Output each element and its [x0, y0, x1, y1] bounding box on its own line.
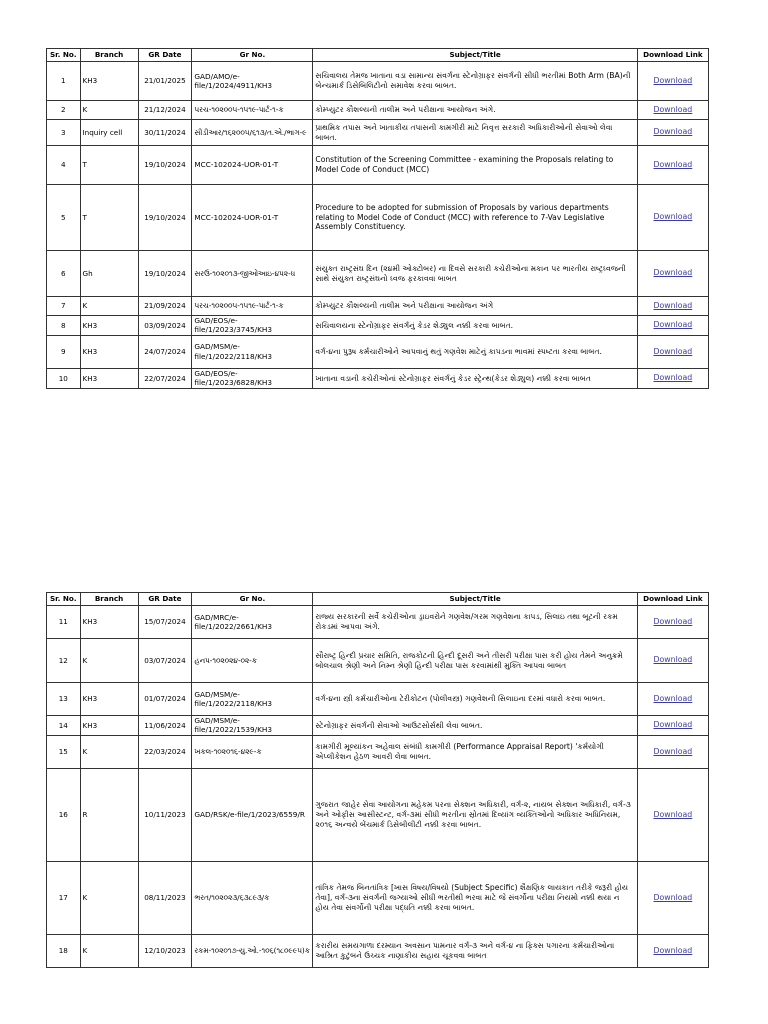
- gr-no-cell: હનપ-૧૦૨૦૨૪-૦૨-ક: [192, 639, 313, 683]
- branch-cell: KH3: [80, 716, 138, 736]
- download-cell: [637, 316, 708, 336]
- gr-no-cell: GAD/EOS/e-file/1/2023/6828/KH3: [192, 368, 313, 388]
- table-row: [47, 185, 709, 251]
- gr-date-cell: 21/01/2025: [138, 62, 192, 101]
- download-link[interactable]: Download: [653, 693, 693, 703]
- header-sr-no: Sr. No.: [47, 593, 81, 606]
- gr-no-cell: સરઉ-૧૦૨૦૧૩-જીઓઆઇ-૪૫૨-ધ: [192, 251, 313, 297]
- download-link[interactable]: Download: [653, 268, 693, 278]
- table-header-row: [47, 49, 709, 62]
- table-row: [47, 120, 709, 146]
- branch-cell: K: [80, 934, 138, 967]
- gr-no-cell: રકમ-૧૦૨૦૧૭-યુ.ઓ.-૧૦૬(૧૮૦૯૯૫)ક: [192, 934, 313, 967]
- subject-cell: કામગીરી મૂલ્યાંકન અહેવાલ સંબંધી કામગીરી (Performance Appraisal Report) 'કર્મયોગી એપ્લીકેશન હેઠળ આવરી લેવા બાબત.: [313, 735, 637, 768]
- gr-no-cell: GAD/MRC/e-file/1/2022/2661/KH3: [192, 606, 313, 639]
- header-branch: Branch: [80, 49, 138, 62]
- sr-no-cell: 5: [47, 185, 81, 251]
- gr-no-cell: ભરત/૧૦૨૦૨૩/૬૩૮૯૩/ક: [192, 861, 313, 934]
- download-cell: [637, 606, 708, 639]
- download-link[interactable]: Download: [653, 212, 693, 222]
- table-row: [47, 146, 709, 185]
- subject-cell: સચિવાલયના સ્ટેનોગ્રાફર સંવર્ગનું કેડર શેડ્યુલ નક્કી કરવા બાબત.: [313, 316, 637, 336]
- gr-date-cell: 19/10/2024: [138, 146, 192, 185]
- gr-no-cell: GAD/MSM/e-file/1/2022/1539/KH3: [192, 716, 313, 736]
- table-body: [47, 62, 709, 389]
- gr-no-cell: GAD/MSM/e-file/1/2022/2118/KH3: [192, 335, 313, 368]
- gr-table-2: [46, 592, 709, 968]
- gr-table-1: [46, 48, 709, 389]
- gr-date-cell: 11/06/2024: [138, 716, 192, 736]
- gr-date-cell: 21/09/2024: [138, 297, 192, 316]
- download-cell: [637, 101, 708, 120]
- download-link[interactable]: Download: [653, 300, 693, 310]
- branch-cell: KH3: [80, 335, 138, 368]
- gr-date-cell: 30/11/2024: [138, 120, 192, 146]
- sr-no-cell: 9: [47, 335, 81, 368]
- sr-no-cell: 18: [47, 934, 81, 967]
- sr-no-cell: 7: [47, 297, 81, 316]
- gr-date-cell: 22/07/2024: [138, 368, 192, 388]
- branch-cell: Inquiry cell: [80, 120, 138, 146]
- branch-cell: K: [80, 861, 138, 934]
- table-row: [47, 735, 709, 768]
- table-row: [47, 639, 709, 683]
- sr-no-cell: 11: [47, 606, 81, 639]
- gr-no-cell: GAD/MSM/e-file/1/2022/2118/KH3: [192, 683, 313, 716]
- download-link[interactable]: Download: [653, 320, 693, 330]
- download-cell: [637, 146, 708, 185]
- subject-cell: સૌરાષ્ટ્ર હિન્દી પ્રચાર સમિતિ, રાજકોટની હિન્દી દૂસરી અને તીસરી પરીક્ષા પાસ કરી હોય તેમને અનુક્રમે બોલચાલ શ્રેણી અને નિમ્ન શ્રેણી હિન્દી પરીક્ષા પાસ કરવામાંથી મુક્તિ આપવા બાબત: [313, 639, 637, 683]
- table-row: [47, 62, 709, 101]
- gr-no-cell: GAD/EOS/e-file/1/2023/3745/KH3: [192, 316, 313, 336]
- gr-date-cell: 19/10/2024: [138, 251, 192, 297]
- header-download-link: Download Link: [637, 593, 708, 606]
- table-row: [47, 768, 709, 861]
- gr-date-cell: 24/07/2024: [138, 335, 192, 368]
- sr-no-cell: 1: [47, 62, 81, 101]
- download-cell: [637, 716, 708, 736]
- download-cell: [637, 639, 708, 683]
- header-gr-no: Gr No.: [192, 49, 313, 62]
- download-link[interactable]: Download: [653, 373, 693, 383]
- sr-no-cell: 3: [47, 120, 81, 146]
- gr-no-cell: સીડીઆર/૧૬૨૦૦૫/૬૧૩/ત.એ./ભાગ-૯: [192, 120, 313, 146]
- subject-cell: સંયુક્ત રાષ્ટ્રસંઘ દિન (૨૪મી ઓક્ટોબર) ના દિવસે સરકારી કચેરીઓના મકાન પર ભારતીય રાષ્ટ્રધ્વજની સાથે સંયુક્ત રાષ્ટ્રસંઘનો ધ્વજ ફરકાવવા બાબત: [313, 251, 637, 297]
- branch-cell: KH3: [80, 683, 138, 716]
- gr-date-cell: 21/12/2024: [138, 101, 192, 120]
- subject-cell: તાંત્રિક તેમજ બિનતાંત્રિક [ખાસ વિષય/વિષયો (Subject Specific) શૈક્ષણિક લાયકાત તરીકે જરૂરી હોય તેવા], વર્ગ-૩ના સંવર્ગની જગ્યાઓ સીધી ભરતીથી ભરવા માટે જે સંવર્ગોના પરીક્ષા નિયમો નક્કી થયા ન હોય તેવા સંવર્ગોની પરીક્ષા પદ્ધતિ નક્કી કરવા બાબત.: [313, 861, 637, 934]
- subject-cell: વર્ગ-૪ના પુરૂષ કર્મચારીઓને આપવાનું થતું ગણવેશ માટેનું કાપડના ભાવમાં સ્પષ્ટતા કરવા બાબત.: [313, 335, 637, 368]
- table-row: [47, 368, 709, 388]
- table-header-row: [47, 593, 709, 606]
- download-cell: [637, 683, 708, 716]
- sr-no-cell: 13: [47, 683, 81, 716]
- table-row: [47, 934, 709, 967]
- gr-date-cell: 19/10/2024: [138, 185, 192, 251]
- subject-cell: કોમ્પ્યુટર કૌશલ્યની તાલીમ અને પરીક્ષાના આયોજન અંગે.: [313, 101, 637, 120]
- gr-date-cell: 08/11/2023: [138, 861, 192, 934]
- gr-date-cell: 12/10/2023: [138, 934, 192, 967]
- download-link[interactable]: Download: [653, 127, 693, 137]
- subject-cell: સચિવાલય તેમજ ખાતાના વડા સામાન્ય સંવર્ગના સ્ટેનોગ્રાફર સંવર્ગની સીધી ભરતીમાં Both Arm (BA)ની બેન્ચમાર્ક ડિસેબિલિટીનો સમાવેશ કરવા બાબત.: [313, 62, 637, 101]
- branch-cell: K: [80, 101, 138, 120]
- sr-no-cell: 4: [47, 146, 81, 185]
- download-cell: [637, 120, 708, 146]
- gr-no-cell: GAD/RSK/e-file/1/2023/6559/R: [192, 768, 313, 861]
- table-row: [47, 716, 709, 736]
- gr-date-cell: 03/09/2024: [138, 316, 192, 336]
- download-cell: [637, 861, 708, 934]
- gr-no-cell: પરચ-૧૦૨૦૦૫-૧૫૧૯-પાર્ટ-૧-ક: [192, 297, 313, 316]
- download-link[interactable]: Download: [653, 75, 693, 85]
- download-link[interactable]: Download: [653, 809, 693, 819]
- table-row: [47, 683, 709, 716]
- branch-cell: KH3: [80, 62, 138, 101]
- branch-cell: T: [80, 146, 138, 185]
- branch-cell: K: [80, 297, 138, 316]
- download-link[interactable]: Download: [653, 720, 693, 730]
- download-link[interactable]: Download: [653, 346, 693, 356]
- sr-no-cell: 6: [47, 251, 81, 297]
- gr-date-cell: 22/03/2024: [138, 735, 192, 768]
- branch-cell: KH3: [80, 368, 138, 388]
- table-row: [47, 297, 709, 316]
- header-subject: Subject/Title: [313, 49, 637, 62]
- gr-no-cell: ખકલ-૧૦૨૦૧૬-૪૨૯-ક: [192, 735, 313, 768]
- branch-cell: T: [80, 185, 138, 251]
- sr-no-cell: 8: [47, 316, 81, 336]
- download-link[interactable]: Download: [653, 746, 693, 756]
- gr-date-cell: 01/07/2024: [138, 683, 192, 716]
- subject-cell: કોમ્પ્યુટર કૌશલ્યની તાલીમ અને પરીક્ષાના આયોજન અંગે: [313, 297, 637, 316]
- gr-date-cell: 03/07/2024: [138, 639, 192, 683]
- table-row: [47, 335, 709, 368]
- download-link[interactable]: Download: [653, 104, 693, 114]
- gr-no-cell: GAD/AMO/e-file/1/2024/4911/KH3: [192, 62, 313, 101]
- sr-no-cell: 10: [47, 368, 81, 388]
- branch-cell: K: [80, 639, 138, 683]
- download-link[interactable]: Download: [653, 892, 693, 902]
- download-cell: [637, 251, 708, 297]
- gr-date-cell: 10/11/2023: [138, 768, 192, 861]
- branch-cell: R: [80, 768, 138, 861]
- download-cell: [637, 335, 708, 368]
- download-cell: [637, 185, 708, 251]
- sr-no-cell: 2: [47, 101, 81, 120]
- download-cell: [637, 297, 708, 316]
- branch-cell: K: [80, 735, 138, 768]
- header-sr-no: Sr. No.: [47, 49, 81, 62]
- table-row: [47, 101, 709, 120]
- header-branch: Branch: [80, 593, 138, 606]
- table-body: [47, 606, 709, 968]
- download-link[interactable]: Download: [653, 159, 693, 169]
- subject-cell: સ્ટેનોગ્રાફર સંવર્ગની સેવાઓ આઉટસોર્સથી લેવા બાબત.: [313, 716, 637, 736]
- subject-cell: Constitution of the Screening Committee - examining the Proposals relating to Model Code of Conduct (MCC): [313, 146, 637, 185]
- subject-cell: રાજ્ય સરકારની સર્વે કચેરીઓના ડ્રાઇવરોને ગણવેશ/ગરમ ગણવેશના કાપડ, સિલાઇ તથા બૂટની રકમ રોકડમાં આપવા અંગે.: [313, 606, 637, 639]
- download-link[interactable]: Download: [653, 945, 693, 955]
- download-cell: [637, 934, 708, 967]
- sr-no-cell: 17: [47, 861, 81, 934]
- subject-cell: Procedure to be adopted for submission of Proposals by various departments relating to Model Code of Conduct (MCC) with reference to 7-Vav Legislative Assembly Constituency.: [313, 185, 637, 251]
- gr-no-cell: MCC-102024-UOR-01-T: [192, 146, 313, 185]
- header-gr-no: Gr No.: [192, 593, 313, 606]
- subject-cell: પ્રાથમિક તપાસ અને ખાતાકીય તપાસની કામગીરી માટે નિવૃત્ત સરકારી અધિકારીઓની સેવાઓ લેવા બાબત.: [313, 120, 637, 146]
- table-row: [47, 251, 709, 297]
- header-subject: Subject/Title: [313, 593, 637, 606]
- subject-cell: ગુજરાત જાહેર સેવા આયોગના મહેકમ પરના સેક્શન અધિકારી, વર્ગ-૨, નાયબ સેક્શન અધિકારી, વર્ગ-૩ અને ઓફીસ આસીસ્ટન્ટ, વર્ગ-૩માં સીધી ભરતીના સ્રોતમાં દિવ્યાંગ વ્યક્તિઓનો અધિકાર અધિનિયમ, ૨૦૧૬ અન્વયે બેંચમાર્ક ડિસેબીલીટી નક્કી કરવા બાબત.: [313, 768, 637, 861]
- download-cell: [637, 368, 708, 388]
- gr-no-cell: પરચ-૧૦૨૦૦૫-૧૫૧૯-પાર્ટ-૧-ક: [192, 101, 313, 120]
- table-row: [47, 861, 709, 934]
- header-gr-date: GR Date: [138, 49, 192, 62]
- branch-cell: KH3: [80, 316, 138, 336]
- subject-cell: વર્ગ-૪ના સ્ત્રી કર્મચારીઓના ટેરીકોટન (પોલીવસ્ત્ર) ગણવેશની સિલાઇના દરમાં વધારો કરવા બાબત.: [313, 683, 637, 716]
- sr-no-cell: 12: [47, 639, 81, 683]
- branch-cell: Gh: [80, 251, 138, 297]
- header-gr-date: GR Date: [138, 593, 192, 606]
- subject-cell: ખાતાના વડાની કચેરીઓનાં સ્ટેનોગ્રાફર સંવર્ગનું કેડર સ્ટ્રેન્થ(કેડર શેડ્યુલ) નક્કી કરવા બાબત: [313, 368, 637, 388]
- download-link[interactable]: Download: [653, 616, 693, 626]
- download-cell: [637, 735, 708, 768]
- download-cell: [637, 768, 708, 861]
- gr-date-cell: 15/07/2024: [138, 606, 192, 639]
- header-download-link: Download Link: [637, 49, 708, 62]
- download-link[interactable]: Download: [653, 655, 693, 665]
- gr-no-cell: MCC-102024-UOR-01-T: [192, 185, 313, 251]
- table-row: [47, 316, 709, 336]
- branch-cell: KH3: [80, 606, 138, 639]
- sr-no-cell: 15: [47, 735, 81, 768]
- sr-no-cell: 16: [47, 768, 81, 861]
- download-cell: [637, 62, 708, 101]
- subject-cell: કરારીય સમયગાળા દરમ્યાન અવસાન પામનાર વર્ગ-૩ અને વર્ગ-૪ ના ફિક્સ પગારના કર્મચારીઓના આશ્રિત કુટુંબને ઉચ્ચક નાણાકીય સહાય ચૂકવવા બાબત: [313, 934, 637, 967]
- table-row: [47, 606, 709, 639]
- sr-no-cell: 14: [47, 716, 81, 736]
